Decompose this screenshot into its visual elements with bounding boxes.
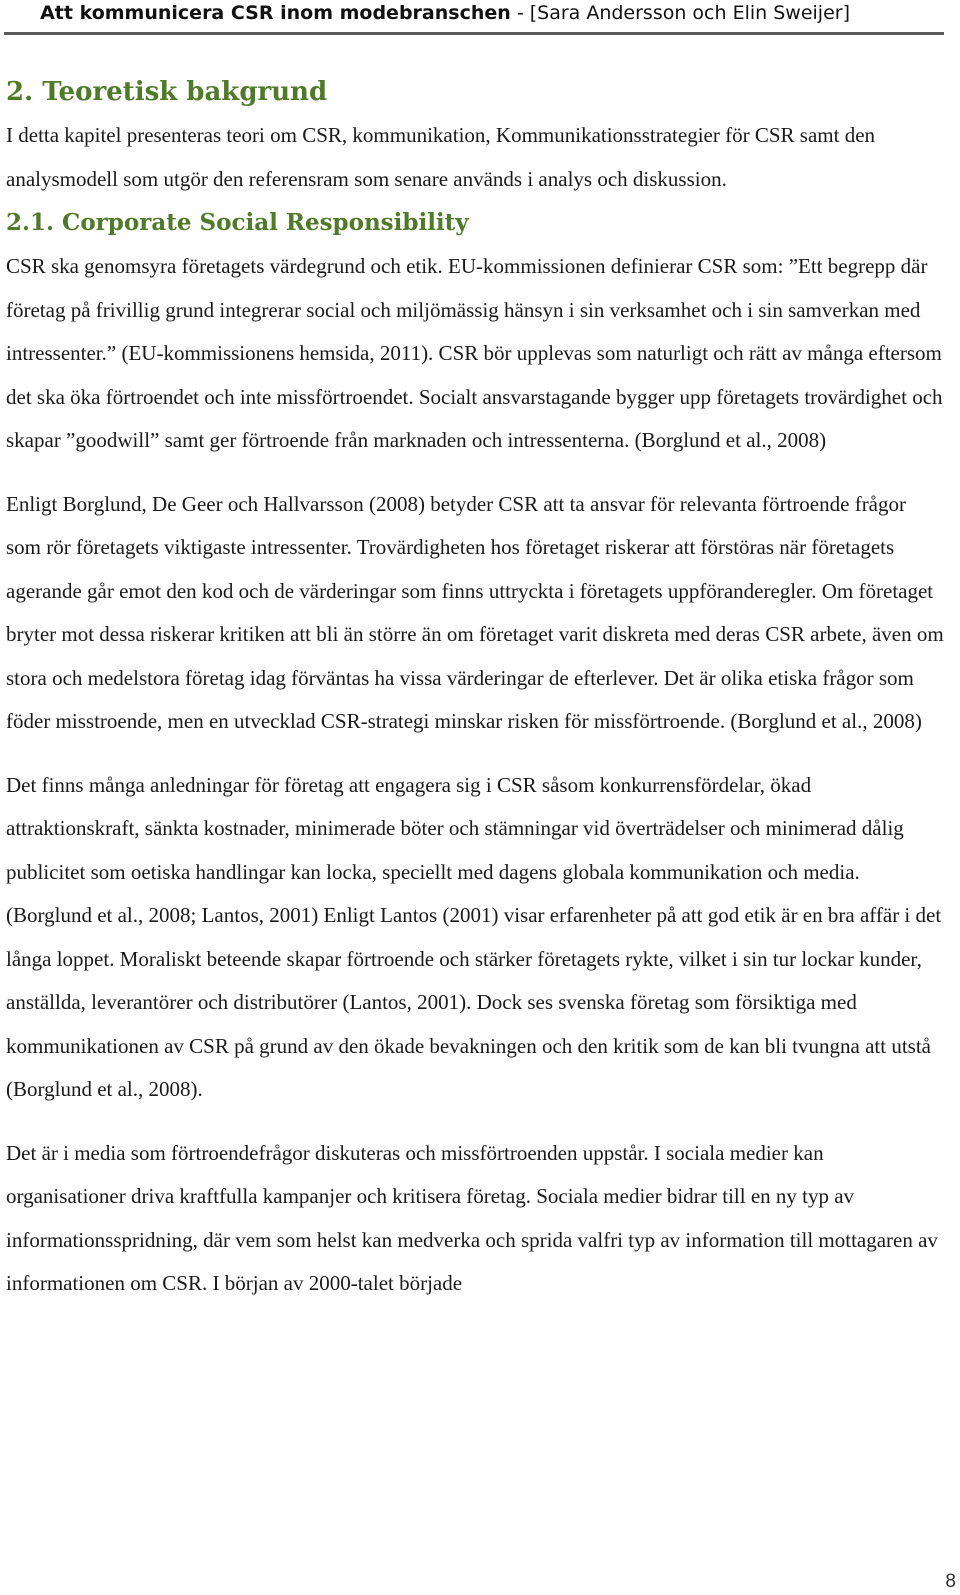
body-paragraph: Enligt Borglund, De Geer och Hallvarsson (2008) betyder CSR att ta ansvar för relevanta förtroende frågor som rör företagets viktigaste intressenter. Trovärdigheten hos företaget riskerar att förstöras när företagets agerande går emot den kod och de värderingar som finns uttryckta i företagets uppföranderegler. Om företaget bryter mot dessa riskerar kritiken att bli än större än om företaget varit diskreta med deras CSR arbete, även om stora och medelstora företag idag förväntas ha vissa värderingar de efterlever. Det är olika etiska frågor som föder misstroende, men en utvecklad CSR-strategi minskar risken för missförtroende. (Borglund et al., 2008) <box>6 491 944 733</box>
chapter-heading: 2. Teoretisk bakgrund <box>6 77 328 107</box>
section-heading: 2.1. Corporate Social Responsibility <box>6 209 469 236</box>
body-paragraph: Det finns många anledningar för företag att engagera sig i CSR såsom konkurrensfördelar, ökad attraktionskraft, sänkta kostnader, minimerade böter och stämningar vid överträdelser och minimerad dålig publicitet som oetiska handlingar kan locka, speciellt med dagens globala kommunikation och media. (Borglund et al., 2008; Lantos, 2001) Enligt Lantos (2001) visar erfarenheter på att god etik är en bra affär i det långa loppet. Moraliskt beteende skapar förtroende och stärker företagets rykte, vilket i sin tur lockar kunder, anställda, leverantörer och distributörer (Lantos, 2001). Dock ses svenska företag som försiktiga med kommunikationen av CSR på grund av den ökade bevakningen och den kritik som de kan bli tvungna att utstå (Borglund et al., 2008). <box>6 772 942 1101</box>
document-body <box>6 70 944 1326</box>
page-number: 8 <box>945 1571 956 1592</box>
body-paragraph: Det är i media som förtroendefrågor diskuteras och missförtroenden uppstår. I sociala medier kan organisationer driva kraftfulla kampanjer och kritisera företag. Sociala medier bidrar till en ny typ av informationsspridning, där vem som helst kan medverka och sprida valfri typ av information till mottagaren av informationen om CSR. I början av 2000-talet började <box>6 1140 938 1295</box>
header-separator: - <box>510 2 530 24</box>
header-authors: [Sara Andersson och Elin Sweijer] <box>529 2 850 24</box>
header-rule <box>4 32 944 35</box>
chapter-intro-paragraph: I detta kapitel presenteras teori om CSR, kommunikation, Kommunikationsstrategier för CSR samt den analysmodell som utgör den referensram som senare används i analys och diskussion. <box>6 123 876 191</box>
running-header <box>20 0 850 26</box>
header-title: Att kommunicera CSR inom modebranschen <box>40 2 511 24</box>
body-paragraph: CSR ska genomsyra företagets värdegrund och etik. EU-kommissionen definierar CSR som: ”Ett begrepp där företag på frivillig grund integrerar social och miljömässig hänsyn i sin verksamhet och i sin samverkan med intressenter.” (EU-kommissionens hemsida, 2011). CSR bör upplevas som naturligt och rätt av många eftersom det ska öka förtroendet och inte missförtroendet. Socialt ansvarstagande bygger upp företagets trovärdighet och skapar ”goodwill” samt ger förtroende från marknaden och intressenterna. (Borglund et al., 2008) <box>6 254 943 452</box>
